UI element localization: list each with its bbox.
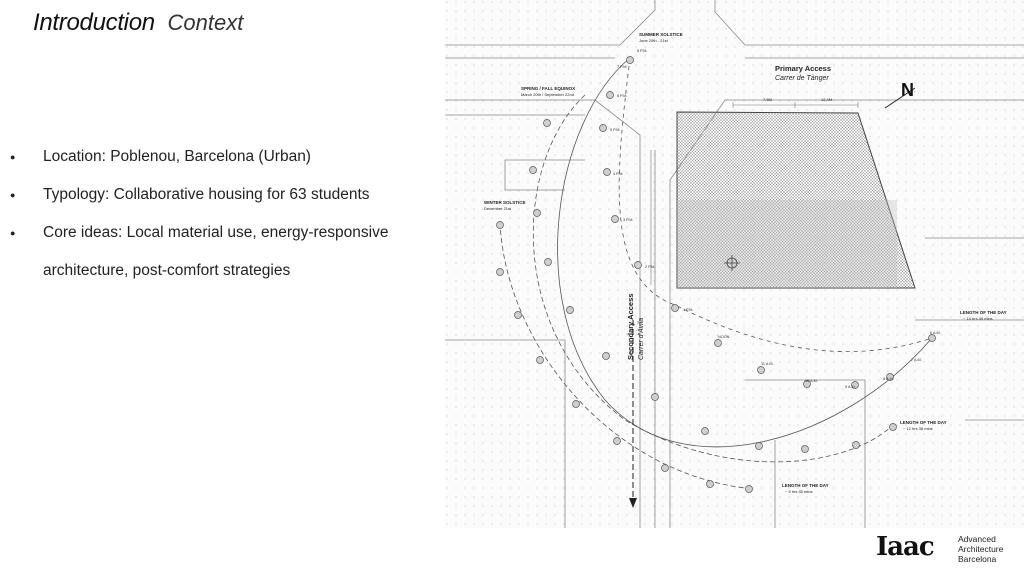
marker [567,307,574,314]
length-equinox-label: LENGTH OF THE DAY [900,420,947,425]
title-main: Introduction [33,9,155,36]
marker [515,312,522,319]
secondary-access-street: Carrer d'Àvila [638,317,645,360]
marker [627,57,634,64]
bullet-core-ideas: ● Core ideas: Local material use, energy-responsive architecture, post-comfort strategies [10,214,440,290]
hour-label: NOON [718,335,730,339]
marker [607,92,614,99]
bullet-list [10,138,440,290]
dim-top-1: 7,5M [763,97,772,102]
marker [573,401,580,408]
primary-access-street: Carrer de Tànger [775,75,829,82]
length-winter-value: ~ 9 hrs 45 mins [785,489,813,494]
hour-label: 2 P.M. [645,265,656,269]
summer-solstice-date: June 20th - 21st [639,38,668,43]
bullet-location: ● Location: Poblenou, Barcelona (Urban) [10,138,440,176]
equinox-date: March 20th / September 22nd [521,92,574,97]
bullet-typology: ● Typology: Collaborative housing for 63 students [10,176,440,214]
marker [604,169,611,176]
hour-label: 6 P.M. [617,94,628,98]
marker [635,262,642,269]
marker [662,465,669,472]
marker [612,216,619,223]
marker [853,442,860,449]
primary-access-label: Primary Access [775,64,832,73]
hour-label: 7 P.M. [617,65,628,69]
logo-line-3: Barcelona [958,554,997,564]
site-plan-diagram [445,0,1024,528]
hour-label: 8 P.M. [637,49,648,53]
marker [534,210,541,217]
hour-label: 5 P.M. [610,128,621,132]
secondary-access-label: Secondary Access [626,293,635,360]
marker [746,486,753,493]
winter-solstice-label: WINTER SOLSTICE [484,200,526,205]
title-sub: Context [167,10,244,35]
hour-label: 11 A.M. [761,362,774,366]
length-winter-label: LENGTH OF THE DAY [782,483,829,488]
marker [652,394,659,401]
equinox-label: SPRING / FALL EQUINOX [521,86,576,91]
slide-title [33,9,243,37]
hour-label: 10 A.M. [805,379,818,383]
marker [600,125,607,132]
length-summer-label: LENGTH OF THE DAY [960,310,1007,315]
summer-solstice-label: SUMMER SOLSTICE [639,32,683,37]
hour-label: 4 P.M. [613,172,624,176]
iaac-logo [876,533,1021,566]
hour-label: 7 A.M. [911,358,922,362]
marker [707,481,714,488]
north-label: N [901,80,914,100]
marker [715,340,722,347]
logo-name [958,534,1003,564]
logo-mark: Iaac [876,532,934,562]
marker [537,357,544,364]
marker [545,259,552,266]
marker [497,269,504,276]
logo-line-1: Advanced [958,534,996,544]
length-summer-value: ~ 14 hrs 45 mins [963,316,993,321]
marker [756,443,763,450]
site-parcel-shade [677,200,897,288]
marker [802,446,809,453]
logo-line-2: Architecture [958,544,1004,554]
dim-top-2: 12,4M [821,97,833,102]
marker [672,305,679,312]
marker [929,335,936,342]
marker [890,424,897,431]
marker [614,438,621,445]
hour-label: 3 P.M. [623,218,634,222]
marker [702,428,709,435]
length-equinox-value: ~ 12 hrs 36 mins [903,426,933,431]
hour-label: 8 A.M. [883,377,894,381]
marker [497,222,504,229]
hour-label: 6 A.M. [930,331,941,335]
marker [530,167,537,174]
marker [603,353,610,360]
hour-label: 9 A.M. [845,385,856,389]
marker [544,120,551,127]
marker [758,367,765,374]
hour-label: 1 P.M. [683,308,694,312]
winter-solstice-date: December 21st [484,206,512,211]
